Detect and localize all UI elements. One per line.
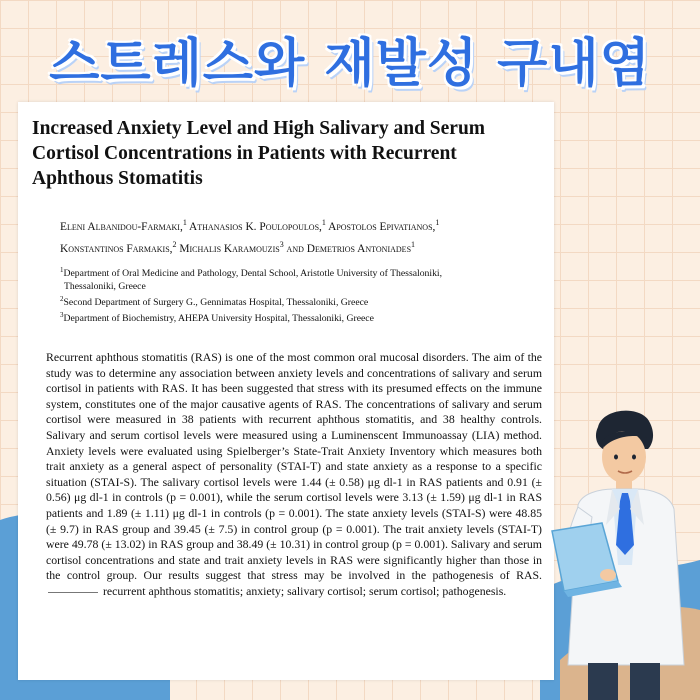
author-sup: 2 xyxy=(172,239,177,249)
affiliation-text: Department of Biochemistry, AHEPA University Hospital, Thessaloniki, Greece xyxy=(63,313,374,325)
author-sup: 3 xyxy=(279,239,284,249)
abstract xyxy=(46,350,542,600)
author-name: Eleni Albanidou-Farmaki, xyxy=(60,220,183,233)
author-sup: 1 xyxy=(321,218,326,227)
affiliation-text: Second Department of Surgery G., Gennimatas Hospital, Thessaloniki, Greece xyxy=(63,297,369,309)
affiliation-sup: 2 xyxy=(60,295,64,304)
author-sup: 1 xyxy=(411,239,416,249)
banner xyxy=(0,18,700,98)
author-name: Konstantinos Farmakis, xyxy=(60,242,173,255)
author-name: Michalis Karamouzis xyxy=(176,242,280,255)
affiliation xyxy=(60,264,540,280)
title-line: Increased Anxiety Level and High Salivary and Serum xyxy=(32,118,486,139)
keywords-rule xyxy=(48,592,98,593)
author-sup: 1 xyxy=(182,218,187,227)
author-name: Apostolos Epivatianos, xyxy=(325,220,436,233)
author-name: Athanasios K. Poulopoulos, xyxy=(186,220,322,233)
keywords: recurrent aphthous stomatitis; anxiety; salivary cortisol; serum cortisol; pathogenesis. xyxy=(102,583,507,598)
banner-title: 스트레스와 재발성 구내염 xyxy=(49,33,651,94)
author-line xyxy=(60,214,550,236)
author-name: and Demetrios Antoniades xyxy=(283,242,412,255)
abstract-body: Recurrent aphthous stomatitis (RAS) is one of the most common oral mucosal disorders. The aim of the study was to determine any association between anxiety levels and concentrations of salivary and serum cortisol in patients with RAS. It has been suggested that stress with its presumed effects on the immune system, constitutes one of the major causative agents of RAS. The concentrations of salivary and serum cortisol were measured in 38 patients with recurrent aphthous stomatitis, and 38 healthy controls. Salivary and serum cortisol levels were measured using a Luminenscent Immunoassay (LIA) method. Anxiety levels were evaluated using Spielberger’s State-Trait Anxiety Inventory which measures both trait anxiety as a general aspect of personality (STAI-T) and state anxiety as a response to a specific situation (STAI-S). The salivary cortisol levels were 1.44 (± 0.58) μg dl-1 in RAS patients and 0.91 (± 0.56) μg dl-1 in controls (p = 0.001), while the serum cortisol levels were 3.13 (± 1.59) μg dl-1 in RAS patients and 1.89 (± 1.11) μg dl-1 in controls (p = 0.001). The state anxiety levels (STAI-S) were 48.85 (± 9.7) in RAS group and 39.45 (± 7.5) in control group (p = 0.001). The trait anxiety levels (STAI-T) were 49.78 (± 13.02) in RAS group and 38.49 (± 10.31) in control group (p = 0.001). Salivary and serum cortisol concentrations and state and trait anxiety levels in RAS were significantly higher than those in the control group. Our results suggest that stress may be involved in the pathogenesis of RAS. xyxy=(46,350,542,583)
affiliation xyxy=(60,309,540,325)
affiliation-list xyxy=(60,264,540,326)
author-list xyxy=(60,214,550,258)
affiliation-sup: 3 xyxy=(60,311,64,320)
paper-excerpt xyxy=(18,102,554,680)
affiliation xyxy=(60,280,540,293)
affiliation-sup: 1 xyxy=(60,266,64,274)
title-line: Aphthous Stomatitis xyxy=(32,168,203,189)
affiliation xyxy=(60,293,540,309)
affiliation-text: Department of Oral Medicine and Pathology, Dental School, Aristotle University of Thessaloniki, xyxy=(63,268,443,280)
paper-title xyxy=(32,116,547,191)
author-sup: 1 xyxy=(435,218,440,227)
title-line: Cortisol Concentrations in Patients with Recurrent xyxy=(32,143,457,164)
affiliation-text: Thessaloniki, Greece xyxy=(64,281,146,293)
author-line xyxy=(60,236,550,258)
doctor-with-laptop-icon xyxy=(548,405,700,700)
